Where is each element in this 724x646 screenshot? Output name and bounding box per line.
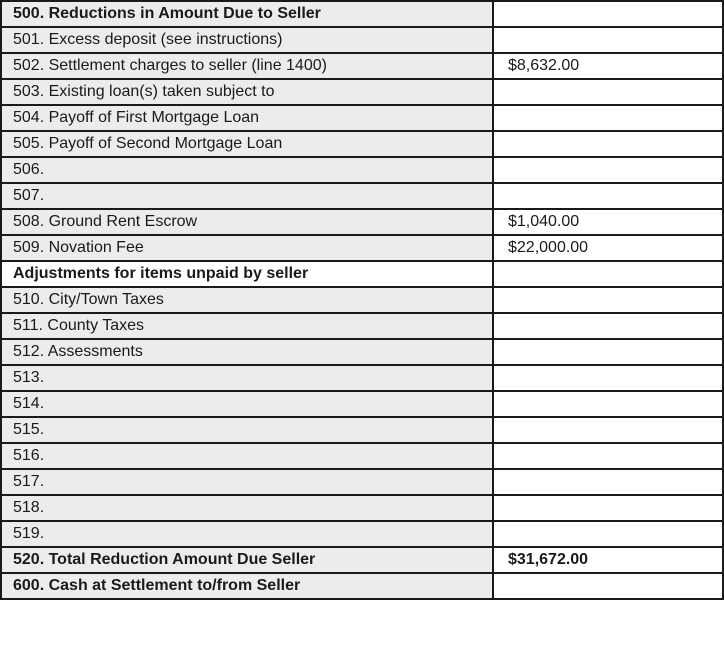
line-label: 502. Settlement charges to seller (line 1400) xyxy=(1,53,493,79)
table-row xyxy=(1,157,723,183)
line-amount[interactable] xyxy=(493,1,723,27)
line-label: 509. Novation Fee xyxy=(1,235,493,261)
table-row xyxy=(1,105,723,131)
table-row xyxy=(1,573,723,599)
table-row xyxy=(1,417,723,443)
line-amount[interactable] xyxy=(493,495,723,521)
line-amount[interactable] xyxy=(493,417,723,443)
table-row xyxy=(1,313,723,339)
line-label: 504. Payoff of First Mortgage Loan xyxy=(1,105,493,131)
line-label: 500. Reductions in Amount Due to Seller xyxy=(1,1,493,27)
line-amount[interactable] xyxy=(493,313,723,339)
line-label: 511. County Taxes xyxy=(1,313,493,339)
line-amount[interactable] xyxy=(493,443,723,469)
table-body xyxy=(1,1,723,599)
line-label: 518. xyxy=(1,495,493,521)
line-amount[interactable] xyxy=(493,105,723,131)
line-amount[interactable] xyxy=(493,339,723,365)
line-amount[interactable] xyxy=(493,573,723,599)
line-amount[interactable]: $31,672.00 xyxy=(493,547,723,573)
line-amount[interactable]: $1,040.00 xyxy=(493,209,723,235)
line-amount[interactable] xyxy=(493,391,723,417)
line-label: 510. City/Town Taxes xyxy=(1,287,493,313)
table-row xyxy=(1,469,723,495)
line-label: 512. Assessments xyxy=(1,339,493,365)
table-row xyxy=(1,547,723,573)
line-amount[interactable] xyxy=(493,521,723,547)
line-amount[interactable] xyxy=(493,157,723,183)
table-row xyxy=(1,209,723,235)
line-label: 516. xyxy=(1,443,493,469)
table-row xyxy=(1,287,723,313)
line-amount[interactable] xyxy=(493,469,723,495)
line-label: 503. Existing loan(s) taken subject to xyxy=(1,79,493,105)
line-label: 513. xyxy=(1,365,493,391)
line-amount[interactable] xyxy=(493,287,723,313)
line-amount[interactable] xyxy=(493,131,723,157)
table-row xyxy=(1,339,723,365)
line-amount[interactable] xyxy=(493,79,723,105)
table-row xyxy=(1,27,723,53)
table-row xyxy=(1,131,723,157)
table-row xyxy=(1,443,723,469)
table-row xyxy=(1,183,723,209)
table-row xyxy=(1,391,723,417)
line-label: 515. xyxy=(1,417,493,443)
table-row xyxy=(1,495,723,521)
line-label: 507. xyxy=(1,183,493,209)
line-label: 514. xyxy=(1,391,493,417)
line-label: 508. Ground Rent Escrow xyxy=(1,209,493,235)
line-amount[interactable]: $8,632.00 xyxy=(493,53,723,79)
line-label: 600. Cash at Settlement to/from Seller xyxy=(1,573,493,599)
line-label: 519. xyxy=(1,521,493,547)
line-amount[interactable] xyxy=(493,365,723,391)
table-row xyxy=(1,235,723,261)
line-amount[interactable] xyxy=(493,261,723,287)
line-label: 505. Payoff of Second Mortgage Loan xyxy=(1,131,493,157)
line-amount[interactable] xyxy=(493,27,723,53)
line-label: 520. Total Reduction Amount Due Seller xyxy=(1,547,493,573)
line-label: Adjustments for items unpaid by seller xyxy=(1,261,493,287)
table-row xyxy=(1,521,723,547)
table-row xyxy=(1,79,723,105)
line-amount[interactable]: $22,000.00 xyxy=(493,235,723,261)
table-row xyxy=(1,1,723,27)
line-label: 506. xyxy=(1,157,493,183)
table-row xyxy=(1,365,723,391)
table-row xyxy=(1,261,723,287)
line-label: 517. xyxy=(1,469,493,495)
table-row xyxy=(1,53,723,79)
line-amount[interactable] xyxy=(493,183,723,209)
line-label: 501. Excess deposit (see instructions) xyxy=(1,27,493,53)
